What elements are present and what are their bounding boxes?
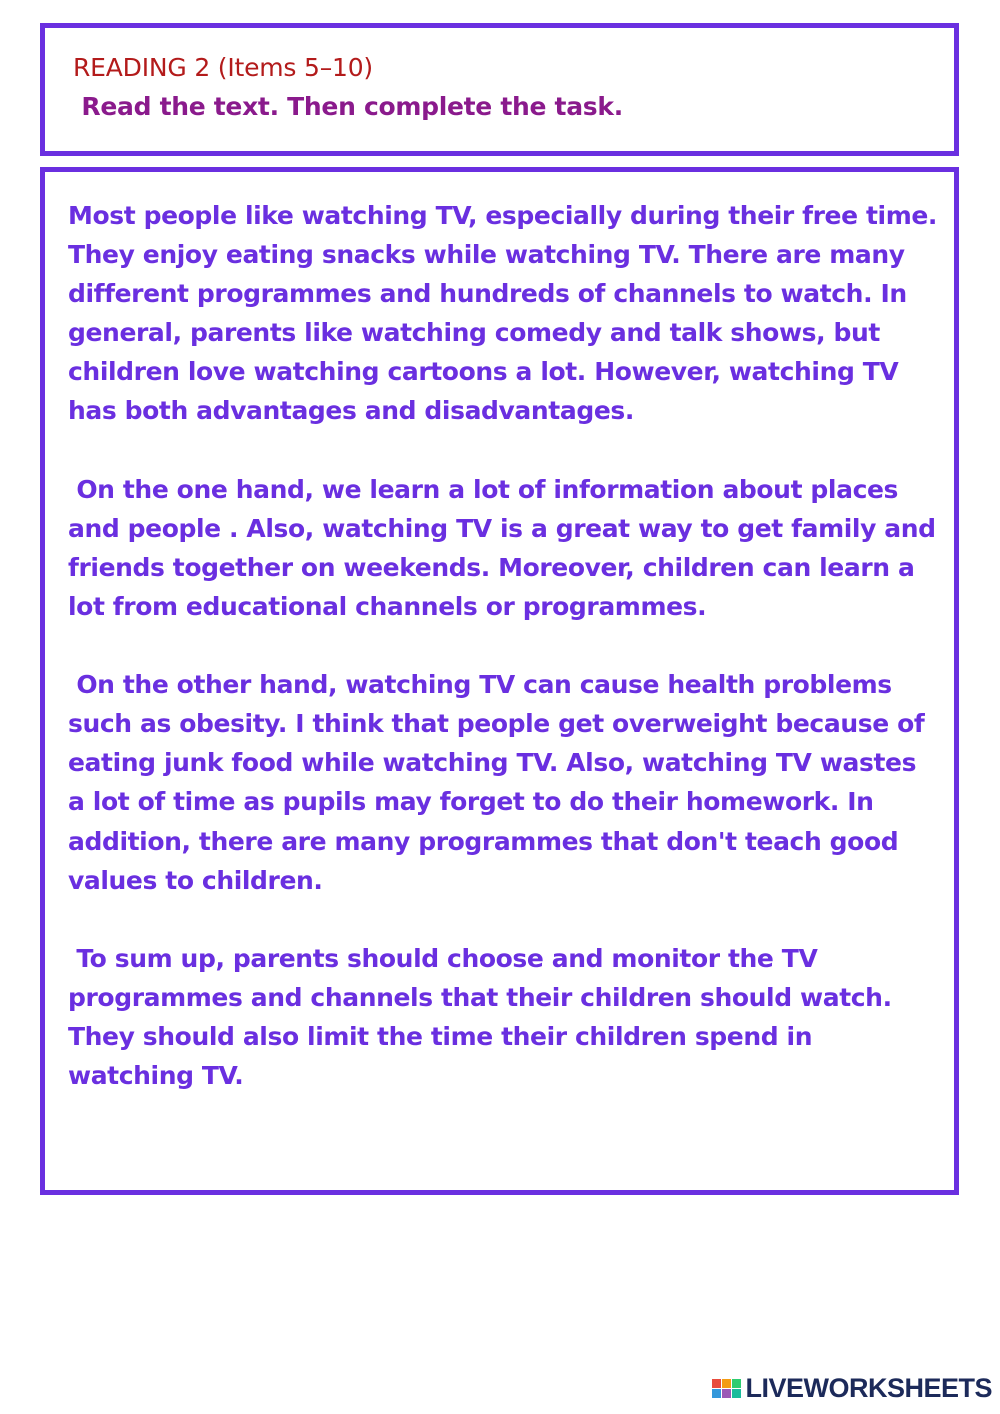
logo-block-3 — [732, 1379, 741, 1388]
logo-block-5 — [722, 1389, 731, 1398]
logo-block-4 — [712, 1389, 721, 1398]
header-box — [40, 23, 959, 156]
brand-name: LIVEWORKSHEETS — [745, 1373, 992, 1403]
reading-passage-box — [40, 167, 959, 1195]
liveworksheets-logo — [712, 1373, 992, 1404]
liveworksheets-logo-icon — [712, 1379, 741, 1398]
logo-block-6 — [732, 1389, 741, 1398]
logo-block-2 — [722, 1379, 731, 1388]
instruction-text: Read the text. Then complete the task. — [73, 92, 623, 121]
passage-paragraph-2: On the one hand, we learn a lot of information about places and people . Also, watching TV is a great way to get family and friends together on weekends. Moreover, children can learn a lot from educational channels or programmes. — [68, 474, 944, 621]
passage-paragraph-1: Most people like watching TV, especially during their free time. They enjoy eating snacks while watching TV. There are many different programmes and hundreds of channels to watch. In general, parents like watching comedy and talk shows, but children love watching cartoons a lot. However, watching TV has both advantages and disadvantages. — [68, 201, 946, 426]
reading-passage — [68, 196, 946, 1095]
section-title: READING 2 (Items 5–10) — [73, 53, 373, 82]
logo-block-1 — [712, 1379, 721, 1388]
passage-paragraph-3: On the other hand, watching TV can cause health problems such as obesity. I think that people get overweight because of eating junk food while watching TV. Also, watching TV wastes a lot of time as pupils may forget to do their homework. In addition, there are many programmes that don't teach good values to children. — [68, 670, 933, 895]
passage-paragraph-4: To sum up, parents should choose and monitor the TV programmes and channels that their children should watch. They should also limit the time their children spend in watching TV. — [68, 943, 900, 1091]
